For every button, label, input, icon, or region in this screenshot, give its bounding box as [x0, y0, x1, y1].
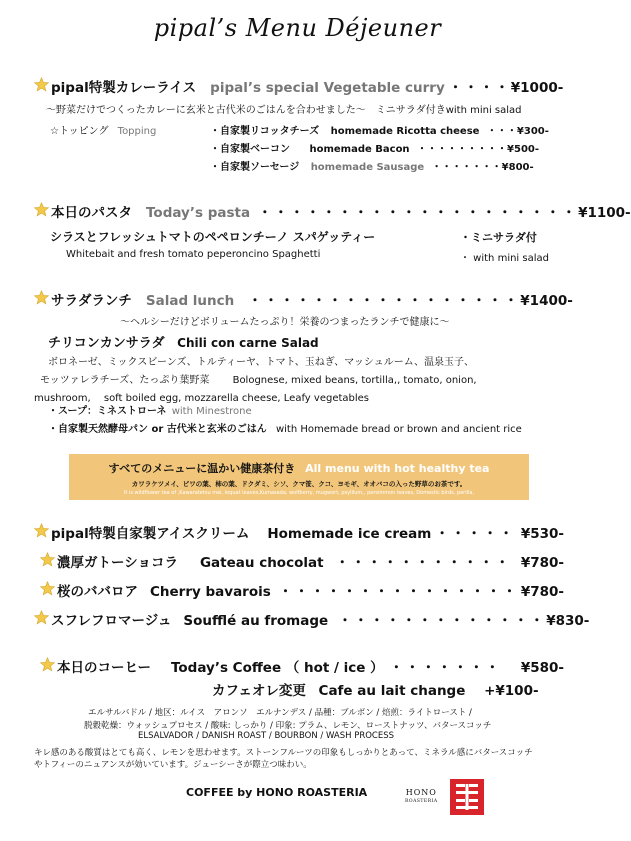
- salad-dish-jp: チリコンカンサラダ: [48, 336, 165, 351]
- star-icon: [40, 581, 55, 596]
- salad-name-jp: サラダランチ: [51, 293, 132, 309]
- coffee-note-2: やトフィーのニュアンスが効いています。ジューシーさが際立つ味わい。: [34, 760, 312, 770]
- dessert-item: 桜のババロア Cherry bavarois ・・・・・・・・・・・・・・・ ¥780-: [40, 580, 564, 600]
- curry-dots: ・・・・: [448, 80, 511, 96]
- salad-bread: ・自家製天然酵母パン or 古代米と玄米のごはん with Homemade bread or brown and ancient rice: [48, 424, 522, 435]
- pasta-dots: ・・・・・・・・・・・・・・・・・・・・: [258, 205, 579, 221]
- pasta-side-en: ・ with mini salad: [460, 253, 549, 264]
- roaster-credit: COFFEE by HONO ROASTERIA: [186, 786, 368, 799]
- coffee-name-en: Today’s Coffee （ hot / ice ）: [170, 660, 384, 676]
- star-icon: [40, 657, 55, 672]
- topping-label-en: Topping: [117, 126, 157, 137]
- cafe-au-lait-change: カフェオレ変更 Cafe au lait change +¥100-: [212, 683, 539, 699]
- curry-description: 〜野菜だけでつくったカレーに玄米と古代米のごはんを合わせました〜 ミニサラダ付きwith mini salad: [46, 105, 522, 116]
- pasta-dish-jp: シラスとフレッシュトマトのペペロンチーノ スパゲッティー: [50, 230, 376, 244]
- topping-label-jp: ☆トッピング: [50, 126, 109, 137]
- curry-heading: [34, 76, 564, 96]
- dessert-item: 濃厚ガトーショコラ Gateau chocolat ・・・・・・・・・・・ ¥780-: [40, 551, 564, 571]
- pasta-heading: [34, 201, 631, 221]
- pasta-price: ¥1100-: [578, 205, 631, 221]
- pasta-name-jp: 本日のパスタ: [51, 205, 132, 221]
- banner-ingredients-en: It is wildflower tea of ,Kawaratetsu mei, loquat leaves,Kumasada, wolfberry, mugwort, psyllium,, persimmon leaves, Domestic birds, perilla,: [123, 490, 475, 496]
- banner-ingredients-jp: カワラケツメイ、ビワの葉、柿の葉、ドクダミ、シソ、クマ笹、クコ、ヨモギ、オオバコの入った野草のお茶です。: [131, 480, 467, 488]
- salad-description: 〜ヘルシーだけどボリュームたっぷり！栄養のつまったランチで健康に〜: [120, 317, 450, 328]
- coffee-dots: ・・・・・・・: [389, 660, 502, 676]
- coffee-info-3: ELSALVADOR / DANISH ROAST / BOURBON / WASH PROCESS: [138, 731, 395, 741]
- coffee-heading: [40, 656, 564, 676]
- curry-name-en: pipal’s special Vegetable curry: [210, 80, 445, 96]
- curry-price: ¥1000-: [510, 80, 564, 96]
- topping-item: ・自家製ベーコン homemade Bacon ・・・・・・・・・¥500-: [210, 144, 540, 155]
- salad-ingredients-3: mushroom, soft boiled egg, mozzarella cheese, Leafy vegetables: [34, 393, 370, 404]
- salad-dots: ・・・・・・・・・・・・・・・・・: [248, 293, 521, 309]
- coffee-note-1: キレ感のある酸質はとても高く、レモンを思わせます。ストーンフルーツの印象もしっかりとあって、ミネラル感にバタースコッチ: [34, 748, 533, 758]
- topping-item: ・自家製リコッタチーズ homemade Ricotta cheese ・・・¥300-: [210, 126, 549, 137]
- salad-ingredients-1: ボロネーゼ、ミックスビーンズ、トルティーヤ、トマト、玉ねぎ、マッシュルーム、温泉玉子、: [48, 357, 474, 368]
- salad-price: ¥1400-: [520, 293, 573, 309]
- coffee-name-jp: 本日のコーヒー: [57, 660, 151, 676]
- star-icon: [34, 290, 49, 305]
- banner-title-en: All menu with hot healthy tea: [305, 462, 490, 475]
- salad-dish-en: Chili con carne Salad: [177, 336, 319, 350]
- coffee-info-2: 脱穀乾燥：ウォッシュプロセス / 酸味: しっかり / 印象: プラム、レモン、ローストナッツ、バタースコッチ: [84, 721, 492, 731]
- dessert-item: pipal特製自家製アイスクリーム Homemade ice cream ・・・・・ ¥530-: [34, 522, 564, 542]
- roaster-logo-text: HONO ROASTERIA: [405, 788, 438, 804]
- salad-name-en: Salad lunch: [145, 293, 235, 309]
- topping-item: ・自家製ソーセージ homemade Sausage ・・・・・・・¥800-: [210, 162, 534, 173]
- star-icon: [34, 610, 49, 625]
- salad-dish: [48, 332, 319, 351]
- topping-label: [50, 122, 156, 137]
- star-icon: [34, 77, 49, 92]
- banner-title-jp: すべてのメニューに温かい健康茶付き: [108, 462, 296, 475]
- salad-soup: ・スープ：ミネストローネ with Minestrone: [48, 406, 252, 417]
- healthy-tea-banner: [69, 454, 529, 500]
- star-icon: [34, 523, 49, 538]
- roaster-logo-icon: [450, 779, 484, 815]
- star-icon: [34, 202, 49, 217]
- salad-ingredients-2: モッツァレラチーズ、たっぷり葉野菜 Bolognese, mixed beans, tortilla,, tomato, onion,: [40, 375, 477, 386]
- pasta-name-en: Today’s pasta: [146, 205, 251, 221]
- coffee-price: ¥580-: [520, 660, 564, 676]
- page-title: pipal’s Menu Déjeuner: [153, 14, 442, 42]
- pasta-dish-en: Whitebait and fresh tomato peperoncino Spaghetti: [66, 249, 321, 260]
- dessert-item: スフレフロマージュ Soufflé au fromage ・・・・・・・・・・・・・ ¥830-: [34, 609, 564, 629]
- star-icon: [40, 552, 55, 567]
- salad-heading: [34, 289, 573, 309]
- pasta-side-jp: ・ミニサラダ付: [460, 231, 537, 244]
- curry-name-jp: pipal特製カレーライス: [51, 80, 197, 96]
- coffee-info-1: エルサルバドル / 地区：ルイス アロンソ エルナンデス / 品種：ブルボン / 焙煎：ライトロースト /: [88, 708, 472, 718]
